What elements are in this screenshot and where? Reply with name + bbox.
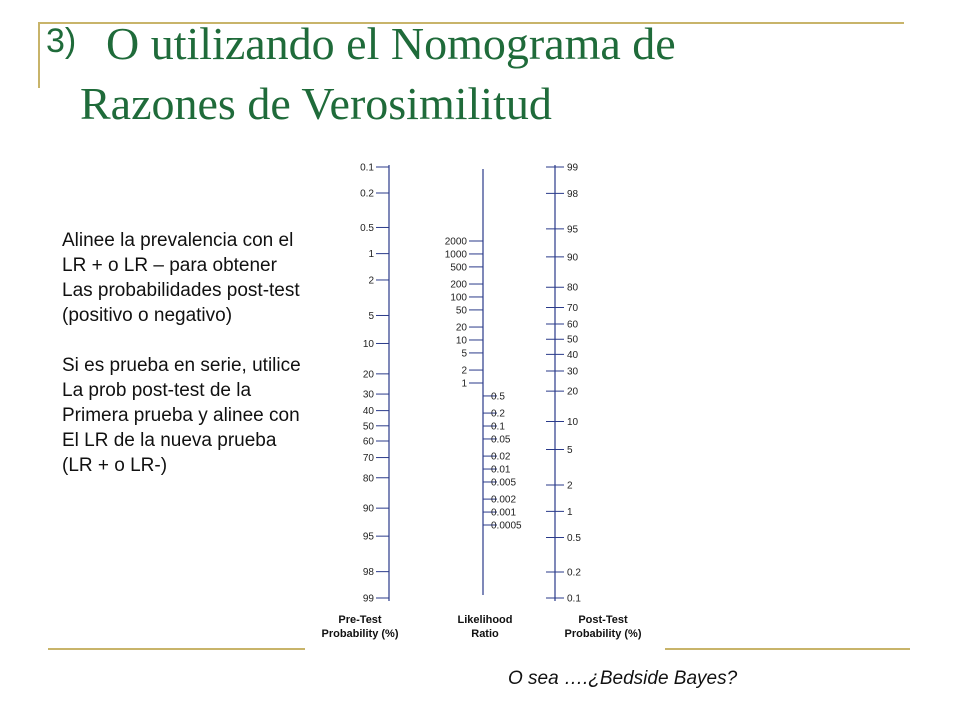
pre-test-tick-label: 90 [362, 503, 374, 515]
post-test-tick-label: 0.1 [567, 593, 581, 605]
title-line-2: Razones de Verosimilitud [80, 78, 552, 129]
pre-test-tick-label: 0.1 [360, 162, 374, 174]
instruction-line: El LR de la nueva prueba [62, 430, 277, 451]
lr-tick-label: 200 [450, 279, 467, 291]
likelihood-ratio-nomogram [305, 155, 665, 650]
likelihood-ratio-label-line-1: Likelihood [457, 614, 513, 626]
lr-tick-label: 10 [455, 335, 467, 347]
lr-tick-label: 1 [461, 378, 467, 390]
lr-tick-label: 20 [455, 322, 467, 334]
lr-tick-label: 0.0005 [491, 520, 522, 532]
instruction-line: LR + o LR – para obtener [62, 255, 277, 276]
lr-tick-label: 0.002 [491, 494, 517, 506]
lr-tick-label: 2000 [444, 236, 467, 248]
pre-test-label-line-2: Probability (%) [321, 628, 399, 640]
slide-title [78, 14, 898, 134]
post-test-tick-label: 10 [567, 417, 579, 429]
post-test-tick-label: 30 [567, 366, 579, 378]
post-test-tick-label: 0.5 [567, 533, 581, 545]
post-test-tick-label: 40 [567, 349, 579, 361]
pre-test-tick-label: 30 [362, 389, 374, 401]
pre-test-tick-label: 5 [368, 310, 374, 322]
pre-test-tick-label: 80 [362, 473, 374, 485]
lr-tick-label: 0.02 [491, 451, 511, 463]
instruction-line: Primera prueba y alinee con [62, 405, 300, 426]
likelihood-ratio-label-line-2: Ratio [471, 628, 499, 640]
pre-test-tick-label: 50 [362, 421, 374, 433]
pre-test-tick-label: 0.2 [360, 188, 374, 200]
pre-test-tick-label: 40 [362, 406, 374, 418]
post-test-label-line-1: Post-Test [578, 614, 628, 626]
lr-tick-label: 0.5 [491, 391, 505, 403]
caption-text: O sea ….¿Bedside Bayes? [508, 668, 738, 689]
lr-tick-label: 50 [455, 305, 467, 317]
lr-tick-label: 0.05 [491, 434, 511, 446]
post-test-tick-label: 50 [567, 334, 579, 346]
pre-test-tick-label: 99 [362, 593, 374, 605]
post-test-label-line-2: Probability (%) [564, 628, 642, 640]
post-test-tick-label: 95 [567, 224, 579, 236]
pre-test-tick-label: 20 [362, 369, 374, 381]
post-test-tick-label: 0.2 [567, 567, 581, 579]
instruction-line: Alinee la prevalencia con el [62, 230, 294, 251]
nomogram-background [305, 155, 665, 650]
pre-test-tick-label: 60 [362, 436, 374, 448]
frame-left-line [38, 22, 40, 88]
instruction-line: (LR + o LR-) [62, 455, 168, 476]
lr-tick-label: 5 [461, 348, 467, 360]
instruction-line: Las probabilidades post-test [62, 280, 300, 301]
lr-tick-label: 2 [461, 365, 467, 377]
post-test-tick-label: 90 [567, 252, 579, 264]
pre-test-tick-label: 98 [362, 567, 374, 579]
instruction-line: Si es prueba en serie, utilice [62, 355, 301, 376]
pre-test-label-line-1: Pre-Test [338, 614, 382, 626]
lr-tick-label: 0.001 [491, 507, 517, 519]
instruction-line: (positivo o negativo) [62, 305, 233, 326]
slide-number: 3) [46, 22, 77, 60]
post-test-tick-label: 99 [567, 162, 579, 174]
lr-tick-label: 0.1 [491, 421, 505, 433]
pre-test-tick-label: 70 [362, 453, 374, 465]
instruction-line: La prob post-test de la [62, 380, 252, 401]
pre-test-tick-label: 10 [362, 338, 374, 350]
lr-tick-label: 500 [450, 262, 467, 274]
lr-tick-label: 100 [450, 292, 467, 304]
lr-tick-label: 0.01 [491, 464, 511, 476]
lr-tick-label: 0.005 [491, 477, 517, 489]
post-test-tick-label: 80 [567, 282, 579, 294]
post-test-tick-label: 2 [567, 480, 573, 492]
lr-tick-label: 1000 [444, 249, 467, 261]
post-test-tick-label: 20 [567, 386, 579, 398]
post-test-tick-label: 70 [567, 302, 579, 314]
post-test-tick-label: 1 [567, 506, 573, 518]
lr-tick-label: 0.2 [491, 408, 505, 420]
pre-test-tick-label: 1 [368, 249, 374, 261]
post-test-tick-label: 60 [567, 319, 579, 331]
title-line-1: O utilizando el Nomograma de [106, 18, 676, 69]
pre-test-tick-label: 95 [362, 531, 374, 543]
pre-test-tick-label: 0.5 [360, 222, 374, 234]
post-test-tick-label: 98 [567, 188, 579, 200]
pre-test-tick-label: 2 [368, 275, 374, 287]
post-test-tick-label: 5 [567, 445, 573, 457]
